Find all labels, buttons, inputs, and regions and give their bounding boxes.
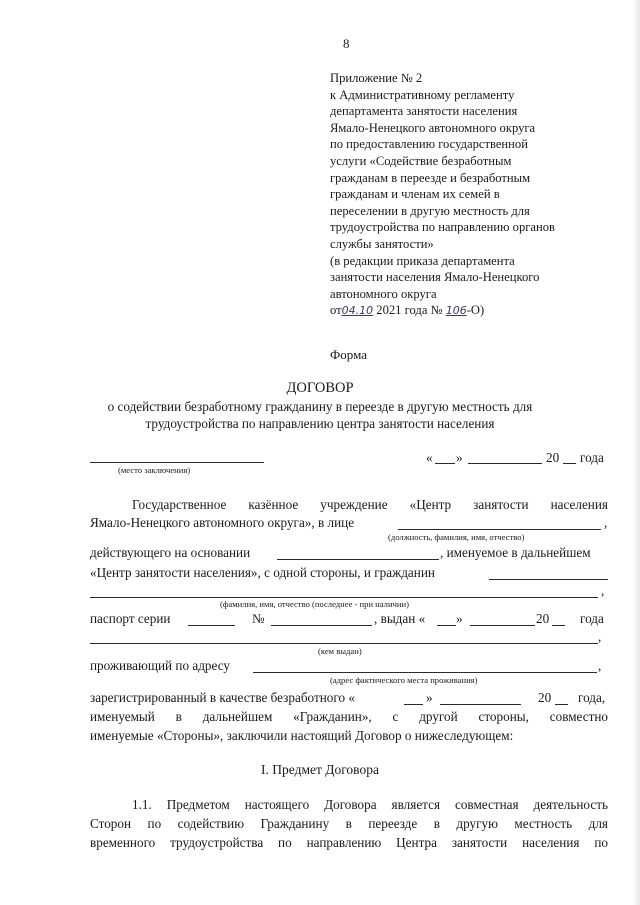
handwritten-date: 04.10	[341, 304, 374, 318]
appendix-line: к Административному регламенту	[330, 87, 515, 102]
registration-day-field[interactable]	[404, 704, 423, 705]
fio-hint: (фамилия, имя, отчество (последнее - при наличии)	[220, 599, 409, 609]
document-subtitle	[0, 399, 640, 432]
issued-by-hint: (кем выдан)	[318, 646, 362, 656]
appendix-line: Приложение № 2	[330, 71, 423, 85]
date-suffix: -О)	[466, 303, 485, 318]
para1-line4: «Центр занятости населения», с одной стороны, и гражданин	[90, 565, 435, 580]
para1-parties-line: именуемые «Стороны», заключили настоящий Договор о нижеследующем:	[90, 728, 514, 743]
address-label: проживающий по адресу	[90, 658, 230, 673]
date-prefix: от	[330, 303, 342, 318]
passport-quote-close: »	[456, 611, 463, 626]
date-year-suffix: года	[580, 450, 604, 465]
representative-field[interactable]	[398, 529, 601, 530]
appendix-line: гражданам в переезде и безработным	[330, 170, 531, 185]
date-year-field[interactable]	[563, 463, 576, 464]
para1-line1: Государственное казённое учреждение «Центр занятости населения	[132, 497, 608, 512]
appendix-line: переселении в другую местность для	[330, 203, 530, 218]
appendix-line: услуги «Содействие безработным	[330, 153, 512, 168]
registration-quote-close: »	[426, 690, 433, 705]
para1-line5-end: ,	[601, 583, 605, 598]
address-hint: (адрес фактического места проживания)	[330, 675, 478, 685]
subtitle-line-2: трудоустройства по направлению центра занятости населения	[145, 415, 495, 431]
appendix-line: Ямало-Ненецкого автономного округа	[330, 120, 536, 135]
citizen-field-1[interactable]	[489, 579, 608, 580]
appendix-block	[330, 70, 630, 320]
appendix-line: трудоустройства по направлению органов	[330, 220, 556, 235]
position-hint: (должность, фамилия, имя, отчество)	[388, 532, 525, 542]
citizen-field-2[interactable]	[90, 597, 598, 598]
passport-year-label: года	[580, 611, 604, 626]
clause-1-1-line1: 1.1. Предметом настоящего Договора является совместная деятельность	[132, 797, 608, 812]
passport-year-prefix: 20	[536, 611, 550, 626]
clause-1-1-line2: Сторон по содействию Гражданину в переезде в другую местность для	[90, 816, 608, 831]
para1-line2-end: ,	[604, 515, 608, 530]
passport-series-field[interactable]	[188, 625, 235, 626]
date-close-quote: »	[456, 450, 463, 465]
para1-line2: Ямало-Ненецкого автономного округа», в лице	[90, 515, 355, 530]
appendix-line: гражданам и членам их семей в	[330, 187, 500, 202]
registration-label: зарегистрированный в качестве безработного «	[90, 690, 355, 705]
form-label: Форма	[330, 347, 367, 362]
date-day-field[interactable]	[435, 463, 455, 464]
passport-number-label: №	[252, 611, 265, 626]
passport-month-field[interactable]	[470, 625, 535, 626]
basis-field[interactable]	[277, 559, 439, 560]
appendix-line: по предоставлению государственной	[330, 137, 528, 152]
page-number: 8	[343, 36, 350, 51]
address-field[interactable]	[253, 672, 597, 673]
place-hint: (место заключения)	[118, 465, 191, 475]
para1-named-line: именуемый в дальнейшем «Гражданин», с другой стороны, совместно	[90, 709, 608, 724]
passport-year-field[interactable]	[552, 625, 565, 626]
issued-by-end: ,	[598, 629, 602, 644]
appendix-date-line	[330, 302, 630, 320]
appendix-line: (в редакции приказа департамента	[330, 253, 515, 268]
registration-month-field[interactable]	[440, 704, 521, 705]
handwritten-number: 106	[445, 304, 467, 318]
registration-year-field[interactable]	[555, 704, 568, 705]
scan-edge-shadow	[632, 0, 640, 905]
place-field[interactable]	[90, 462, 264, 463]
passport-number-field[interactable]	[271, 625, 372, 626]
date-open-quote: «	[426, 450, 433, 465]
date-month-field[interactable]	[468, 463, 542, 464]
clause-1-1-line3: временного трудоустройства по направлению Центра занятости населения по	[90, 835, 608, 850]
appendix-line: занятости населения Ямало-Ненецкого	[330, 270, 540, 285]
appendix-line: службы занятости»	[330, 236, 434, 251]
appendix-line: автономного округа	[330, 286, 437, 301]
date-middle: 2021 года №	[373, 303, 446, 318]
issued-by-field[interactable]	[90, 643, 598, 644]
document-title: ДОГОВОР	[286, 380, 354, 396]
registration-year-label: года,	[578, 690, 606, 705]
para1-line3-b: , именуемое в дальнейшем	[440, 545, 591, 560]
passport-day-field[interactable]	[437, 625, 456, 626]
subtitle-line-1: о содействии безработному гражданину в переезде в другую местность для	[107, 399, 533, 414]
passport-issued-label: , выдан «	[374, 611, 426, 626]
address-end: ,	[598, 658, 602, 673]
section-1-title: I. Предмет Договора	[261, 762, 379, 777]
passport-label: паспорт серии	[90, 611, 171, 626]
para1-line3-a: действующего на основании	[90, 545, 251, 560]
date-year-prefix: 20	[546, 450, 560, 465]
registration-year-prefix: 20	[538, 690, 552, 705]
appendix-line: департамента занятости населения	[330, 104, 518, 119]
